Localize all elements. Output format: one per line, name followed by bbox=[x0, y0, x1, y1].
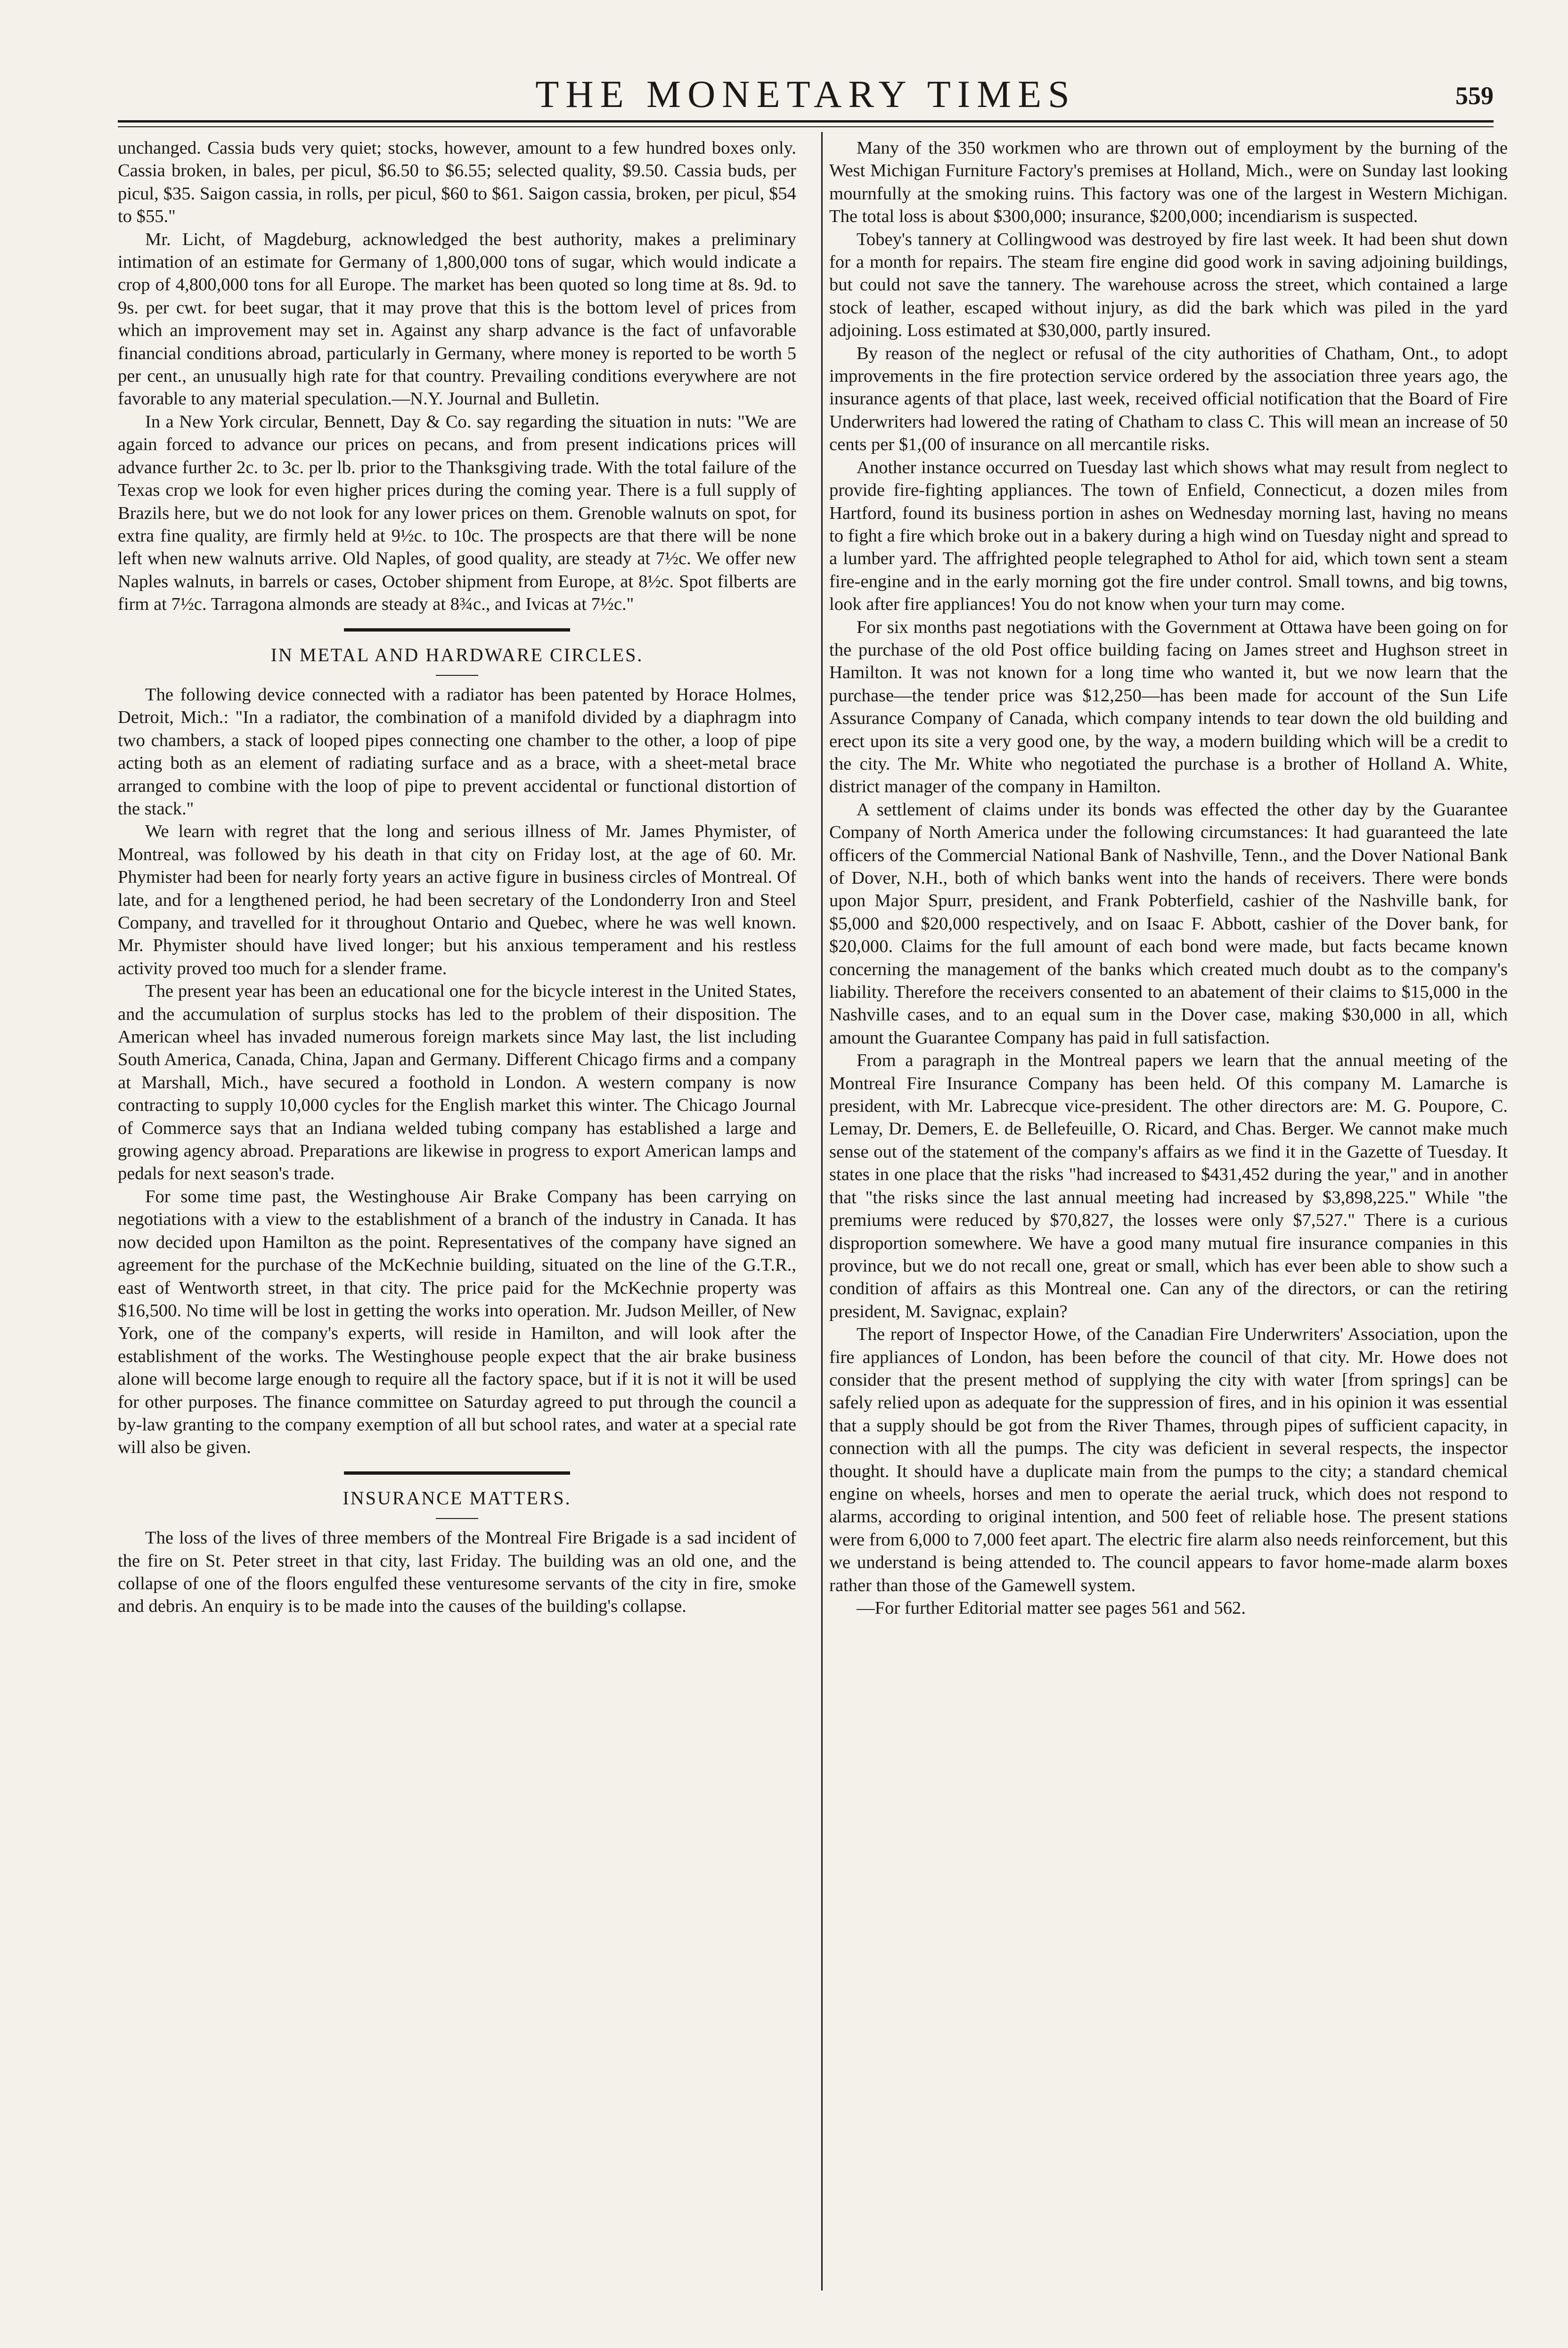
paragraph: Mr. Licht, of Magdeburg, acknowledged the best authority, makes a preliminary intimation of an estimate for Germany of 1,800,000 tons of sugar, which would indicate a crop of 4,800,000 tons for all Europe. The market has been quoted so long time at 8s. 9d. to 9s. per cwt. for beet sugar, that it may prove that this is the bottom level of prices from which an improvement may set in. Against any sharp advance is the fact of unfavorable financial conditions abroad, particularly in Germany, where money is reported to be worth 5 per cent., an unusually high rate for that country. Prevailing conditions everywhere are not favorable to any material speculation.—N.Y. Journal and Bulletin. bbox=[118, 229, 796, 409]
heading-underline bbox=[436, 675, 478, 676]
paragraph: Tobey's tannery at Collingwood was destroyed by fire last week. It had been shut down for a month for repairs. The steam fire engine did good work in saving adjoining buildings, but could not save the tannery. The warehouse across the street, which contained a large stock of leather, escaped without injury, as did the bark which was piled in the yard adjoining. Loss estimated at $30,000, partly insured. bbox=[829, 229, 1508, 341]
section-divider bbox=[344, 1471, 570, 1475]
right-column bbox=[829, 137, 1508, 2286]
paragraph: Many of the 350 workmen who are thrown out of employment by the burning of the West Michigan Furniture Factory's premises at Holland, Mich., were on Sunday last looking mournfully at the smoking ruins. This factory was one of the largest in Western Michigan. The total loss is about $300,000; insurance, $200,000; incendiarism is suspected. bbox=[829, 138, 1508, 227]
paragraph: The following device connected with a radiator has been patented by Horace Holmes, Detroit, Mich.: "In a radiator, the combination of a manifold divided by a diaphragm into two chambers, a stack of looped pipes connecting one chamber to the other, a loop of pipe acting both as an element of radiating surface and as a brace, with a sheet-metal brace arranged to combine with the loop of pipe to prevent accidental or functional distortion of the stack." bbox=[118, 684, 796, 819]
section-divider bbox=[344, 628, 570, 632]
paragraph: The loss of the lives of three members of the Montreal Fire Brigade is a sad incident of the fire on St. Peter street in that city, last Friday. The building was an old one, and the collapse of one of the floors engulfed these venturesome servants of the city in fire, smoke and debris. An enquiry is to be made into the causes of the building's collapse. bbox=[118, 1528, 796, 1617]
paragraph: We learn with regret that the long and serious illness of Mr. James Phymister, of Montreal, was followed by his death in that city on Friday lost, at the age of 60. Mr. Phymister had been for nearly forty years an active figure in business circles of Montreal. Of late, and for a lengthened period, he had been secretary of the Londonderry Iron and Steel Company, and travelled for it throughout Ontario and Quebec, where he was well known. Mr. Phymister should have lived longer; but his anxious temperament and his restless activity proved too much for a slender frame. bbox=[118, 821, 796, 978]
header-rule-thin bbox=[118, 126, 1494, 127]
editorial-footnote: —For further Editorial matter see pages 561 and 562. bbox=[857, 1598, 1246, 1618]
heading-underline bbox=[436, 1518, 478, 1519]
paragraph: A settlement of claims under its bonds was effected the other day by the Guarantee Company of North America under the following circumstances: It had guaranteed the late officers of the Commercial National Bank of Nashville, Tenn., and the Dover National Bank of Dover, N.H., both of which banks went into the hands of receivers. There were bonds upon Major Spurr, president, and Frank Pobterfield, cashier of the Nashville bank, for $5,000 and $20,000 respectively, and on Isaac F. Abbott, cashier of the Dover bank, for $20,000. Claims for the full amount of each bond were made, but facts became known concerning the management of the banks which created much doubt as to the company's liability. Therefore the receivers consented to an abatement of their claims to $15,000 in the Nashville cases, and to an equal sum in the Dover case, making $30,000 in all, which amount the Guarantee Company has paid in full satisfaction. bbox=[829, 799, 1508, 1048]
page-number: 559 bbox=[1455, 82, 1494, 110]
paragraph: From a paragraph in the Montreal papers we learn that the annual meeting of the Montreal Fire Insurance Company has been held. Of this company M. Lamarche is president, with Mr. Labrecque vice-president. The other directors are: M. G. Poupore, C. Lemay, Dr. Demers, E. de Bellefeuille, O. Ricard, and Chas. Berger. We cannot make much sense out of the statement of the company's affairs as we find it in the Gazette of Tuesday. It states in one place that the risks "had increased to $431,452 during the year," and in another that "the risks since the last annual meeting had increased by $3,898,225." While "the premiums were reduced by $70,827, the losses were only $7,527." There is a curious disproportion somewhere. We have a good many mutual fire insurance companies in this province, but we do not recall one, great or small, which has ever been able to show such a condition of affairs as this Montreal one. Can any of the directors, or can the retiring president, M. Savignac, explain? bbox=[829, 1051, 1508, 1322]
header-rule bbox=[118, 120, 1494, 123]
page-header bbox=[118, 71, 1494, 118]
paragraph: In a New York circular, Bennett, Day & Co. say regarding the situation in nuts: "We are again forced to advance our prices on pecans, and from present indications prices will advance further 2c. to 3c. per lb. prior to the Thanksgiving trade. With the total failure of the Texas crop we look for even higher prices during the coming year. There is a full supply of Brazils here, but we do not look for any lower prices on them. Grenoble walnuts on spot, for extra fine quality, are firmly held at 9½c. to 10c. The prospects are that there will be none left when new walnuts arrive. Old Naples, of good quality, are steady at 7½c. We offer new Naples walnuts, in barrels or cases, October shipment from Europe, at 8½c. Spot filberts are firm at 7½c. Tarragona almonds are steady at 8¾c., and Ivicas at 7½c." bbox=[118, 411, 796, 615]
paragraph: For some time past, the Westinghouse Air Brake Company has been carrying on negotiations with a view to the establishment of a branch of the industry in Canada. It has now decided upon Hamilton as the point. Representatives of the company have signed an agreement for the purchase of the McKechnie building, situated on the line of the G.T.R., east of Wentworth street, in that city. The price paid for the McKechnie property was $16,500. No time will be lost in getting the works into operation. Mr. Judson Meiller, of New York, one of the company's experts, will reside in Hamilton, and will look after the establishment of the works. The Westinghouse people expect that the air brake business alone will become large enough to require all the factory space, but if it is not it will be used for other purposes. The finance committee on Saturday agreed to put through the council a by-law granting to the company exemption of all but school rates, and water at a special rate will also be given. bbox=[118, 1186, 796, 1458]
paragraph: Another instance occurred on Tuesday last which shows what may result from neglect to provide fire-fighting appliances. The town of Enfield, Connecticut, a dozen miles from Hartford, found its business portion in ashes on Wednesday morning last, having no means to fight a fire which broke out in a bakery during a high wind on Tuesday night and spread to a lumber yard. The affrighted people telegraphed to Athol for aid, which town sent a steam fire-engine and in the early morning got the fire under control. Small towns, and big towns, look after fire appliances! You do not know when your turn may come. bbox=[829, 457, 1508, 615]
section-heading: INSURANCE MATTERS. bbox=[343, 1487, 572, 1509]
paragraph: The present year has been an educational one for the bicycle interest in the United States, and the accumulation of surplus stocks has led to the problem of their disposition. The American wheel has invaded numerous foreign markets since May last, the list including South America, Canada, China, Japan and Germany. Different Chicago firms and a company at Marshall, Mich., have secured a foothold in London. A western company is now contracting to supply 10,000 cycles for the English market this winter. The Chicago Journal of Commerce says that an Indiana welded tubing company has established a large and growing agency abroad. Preparations are likewise in progress to export American lamps and pedals for next season's trade. bbox=[118, 981, 796, 1184]
column-rule bbox=[821, 132, 823, 2291]
paragraph: For six months past negotiations with the Government at Ottawa have been going on for the purchase of the old Post office building facing on James street and Hughson street in Hamilton. It was not known for a long time who wanted it, but we now learn that the purchase—the tender price was $12,250—has been made for account of the Sun Life Assurance Company of Canada, which company intends to tear down the old building and erect upon its site a very good one, by the way, a modern building which will be a credit to the city. The Mr. White who negotiated the purchase is a brother of Holland A. White, district manager of the company in Hamilton. bbox=[829, 617, 1508, 797]
masthead-title: THE MONETARY TIMES bbox=[535, 73, 1076, 115]
paragraph: unchanged. Cassia buds very quiet; stocks, however, amount to a few hundred boxes only. Cassia broken, in bales, per picul, $6.50 to $6.55; selected quality, $9.50. Cassia buds, per picul, $35. Saigon cassia, in rolls, per picul, $60 to $61. Saigon cassia, broken, per picul, $54 to $55." bbox=[118, 138, 796, 227]
paragraph: The report of Inspector Howe, of the Canadian Fire Underwriters' Association, upon the fire appliances of London, has been before the council of that city. Mr. Howe does not consider that the present method of supplying the city with water [from springs] can be safely relied upon as adequate for the suppression of fires, and in his opinion it was essential that a supply should be got from the River Thames, through pipes of sufficient capacity, in connection with all the pumps. The city was deficient in several respects, the inspector thought. It should have a duplicate main from the pumps to the city; a standard chemical engine on wheels, horses and men to operate the aerial truck, which does not respond to alarms, according to original intention, and 500 feet of reliable hose. The present stations were from 6,000 to 7,000 feet apart. The electric fire alarm also needs reinforcement, but this we understand is being attended to. The council appears to favor home-made alarm boxes rather than those of the Gamewell system. bbox=[829, 1324, 1508, 1595]
left-column bbox=[118, 137, 796, 2286]
paragraph: By reason of the neglect or refusal of the city authorities of Chatham, Ont., to adopt improvements in the fire protection service ordered by the association three years ago, the insurance agents of that place, last week, received official notification that the Board of Fire Underwriters had lowered the rating of Chatham to class C. This will mean an increase of 50 cents per $1,(00 of insurance on all mercantile risks. bbox=[829, 343, 1508, 455]
section-heading: IN METAL AND HARDWARE CIRCLES. bbox=[270, 644, 644, 665]
